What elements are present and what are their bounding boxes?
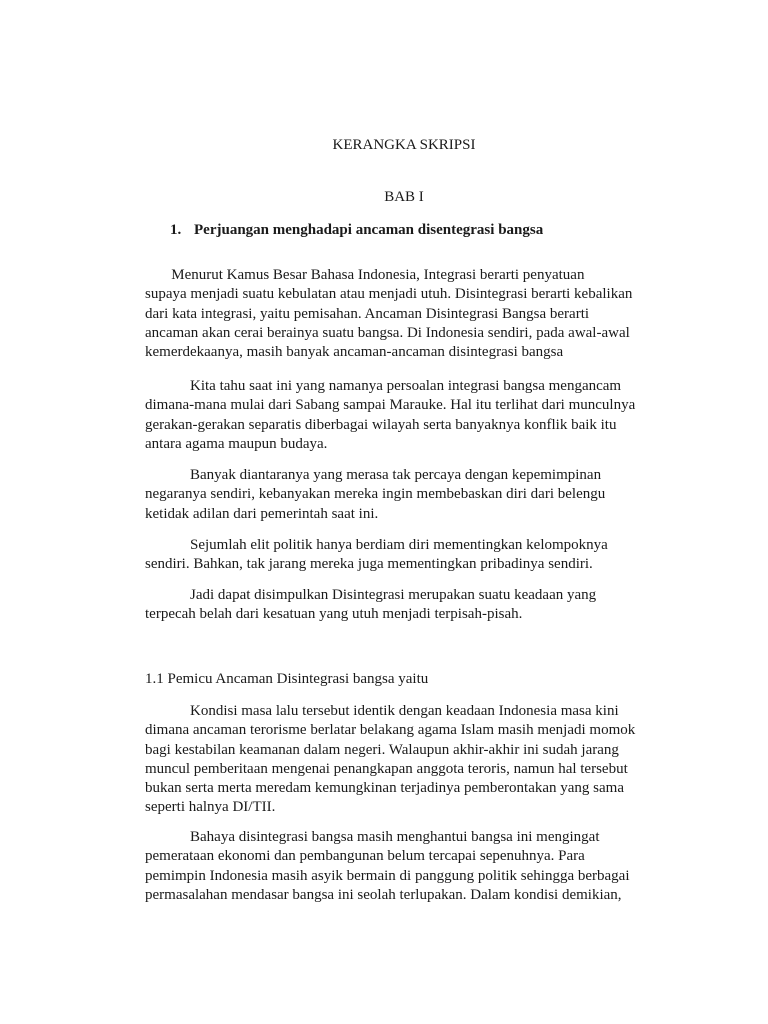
subsection-heading-1-1: 1.1 Pemicu Ancaman Disintegrasi bangsa yaitu	[145, 671, 429, 687]
paragraph-line: muncul pemberitaan mengenai penangkapan anggota teroris, namun hal tersebut	[145, 760, 628, 777]
paragraph-line: dari kata integrasi, yaitu pemisahan. Ancaman Disintegrasi Bangsa berarti	[145, 305, 590, 322]
paragraph-line: Banyak diantaranya yang merasa tak percaya dengan kepemimpinan	[145, 467, 602, 483]
paragraph-line: permasalahan mendasar bangsa ini seolah terlupakan. Dalam kondisi demikian,	[145, 886, 622, 903]
chapter-title: BAB I	[384, 189, 424, 205]
paragraph-1	[145, 266, 655, 362]
paragraph-6	[145, 702, 655, 818]
paragraph-line: bukan serta merta meredam kemungkinan terjadinya pemberontakan yang sama	[145, 780, 624, 797]
paragraph-7	[145, 828, 655, 905]
paragraph-line: bagi kestabilan keamanan dalam negeri. Walaupun akhir-akhir ini sudah jarang	[145, 741, 619, 758]
document-title: KERANGKA SKRIPSI	[332, 137, 476, 153]
paragraph-line: dimana ancaman terorisme berlatar belakang agama Islam masih menjadi momok	[145, 722, 636, 739]
paragraph-line: ketidak adilan dari pemerintah saat ini.	[145, 505, 379, 522]
paragraph-3	[145, 466, 655, 524]
paragraph-line: antara agama maupun budaya.	[145, 435, 328, 452]
section-title: Perjuangan menghadapi ancaman disentegrasi bangsa	[194, 222, 544, 238]
paragraph-line: pemerataan ekonomi dan pembangunan belum tercapai sepenuhnya. Para	[145, 848, 585, 865]
paragraph-line: terpecah belah dari kesatuan yang utuh menjadi terpisah-pisah.	[145, 606, 523, 623]
paragraph-line: supaya menjadi suatu kebulatan atau menjadi utuh. Disintegrasi berarti kebalikan	[145, 286, 633, 303]
section-heading-1	[170, 220, 543, 240]
paragraph-line: Jadi dapat disimpulkan Disintegrasi merupakan suatu keadaan yang	[145, 587, 597, 603]
paragraph-line: Bahaya disintegrasi bangsa masih menghantui bangsa ini mengingat	[145, 829, 600, 845]
paragraph-line: ancaman akan cerai berainya suatu bangsa. Di Indonesia sendiri, pada awal-awal	[145, 324, 630, 341]
paragraph-line: seperti halnya DI/TII.	[145, 799, 276, 816]
paragraph-line: Kondisi masa lalu tersebut identik dengan keadaan Indonesia masa kini	[145, 703, 619, 719]
paragraph-line: kemerdekaanya, masih banyak ancaman-ancaman disintegrasi bangsa	[145, 344, 564, 361]
paragraph-line: Kita tahu saat ini yang namanya persoalan integrasi bangsa mengancam	[145, 378, 622, 394]
paragraph-line: dimana-mana mulai dari Sabang sampai Marauke. Hal itu terlihat dari munculnya	[145, 397, 636, 414]
paragraph-line: Menurut Kamus Besar Bahasa Indonesia, Integrasi berarti penyatuan	[145, 267, 585, 283]
paragraph-5	[145, 586, 655, 625]
paragraph-line: Sejumlah elit politik hanya berdiam diri mementingkan kelompoknya	[145, 537, 608, 553]
paragraph-2	[145, 377, 655, 454]
paragraph-line: pemimpin Indonesia masih asyik bermain di panggung politik sehingga berbagai	[145, 867, 630, 884]
paragraph-4	[145, 536, 655, 575]
paragraph-line: sendiri. Bahkan, tak jarang mereka juga mementingkan pribadinya sendiri.	[145, 556, 593, 573]
paragraph-line: gerakan-gerakan separatis diberbagai wilayah serta banyaknya konflik baik itu	[145, 416, 617, 433]
section-number: 1.	[170, 222, 182, 238]
paragraph-line: negaranya sendiri, kebanyakan mereka ingin membebaskan diri dari belengu	[145, 486, 606, 503]
